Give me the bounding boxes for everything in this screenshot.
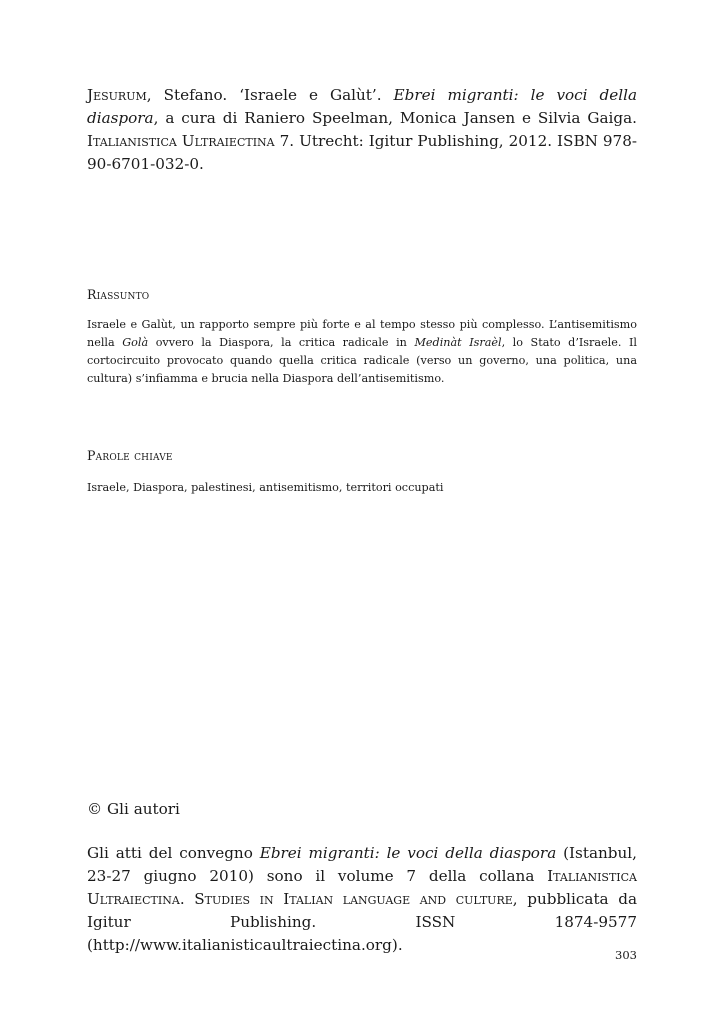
editors: , a cura di Raniero Speelman, Monica Jansen e Silvia Gaiga. xyxy=(153,109,637,127)
parole-chiave-body: Israele, Diaspora, palestinesi, antisemitismo, territori occupati xyxy=(87,481,444,494)
page-number: 303 xyxy=(615,948,637,962)
collection-subtitle: Studies in Italian language and culture xyxy=(194,890,513,908)
conference-title: Ebrei migranti: le voci della diaspora xyxy=(259,844,557,862)
riassunto-text-3: , lo Stato d’Israele. Il cortocircuito provocato quando quella critica radicale (verso un governo, una politica, una cultura) s’infiamma e brucia nella Diaspora dell’antisemitismo. xyxy=(87,336,637,385)
term-gola: Golà xyxy=(122,336,149,349)
riassunto-heading: Riassunto xyxy=(87,287,150,302)
publication-info: Utrecht: Igitur Publishing, 2012. ISBN 978-90-6701-032-0. xyxy=(87,132,637,173)
conference-proceedings-note xyxy=(87,842,637,957)
riassunto-text-1: Israele e Galùt, un rapporto sempre più forte e al tempo stesso più complesso. L’antisemitismo nella xyxy=(87,318,637,349)
atti-text-4: , pubblicata da Igitur Publishing. ISSN 1874-9577 (http://www.italianisticaultraiectina.org). xyxy=(87,890,637,954)
citation xyxy=(87,84,637,176)
collection-name: Italianistica Ultraiectina xyxy=(87,867,637,908)
author-surname: Jesurum xyxy=(87,86,147,104)
atti-text-3: . xyxy=(179,890,195,908)
book-title: Ebrei migranti: le voci della diaspora xyxy=(87,86,637,127)
copyright-notice: © Gli autori xyxy=(87,800,180,818)
series-number: 7. xyxy=(274,132,295,150)
riassunto-text-2: ovvero la Diaspora, la critica radicale in xyxy=(148,336,415,349)
term-medinat-israel: Medinàt Israèl xyxy=(414,336,502,349)
parole-chiave-heading: Parole chiave xyxy=(87,448,173,463)
atti-text-1: Gli atti del convegno xyxy=(87,844,260,862)
author-rest: , Stefano. ‘Israele e Galùt’. xyxy=(146,86,394,104)
riassunto-body xyxy=(87,316,637,388)
series-name: Italianistica Ultraiectina xyxy=(87,132,275,150)
atti-text-2: (Istanbul, 23-27 giugno 2010) sono il volume 7 della collana xyxy=(87,844,637,885)
